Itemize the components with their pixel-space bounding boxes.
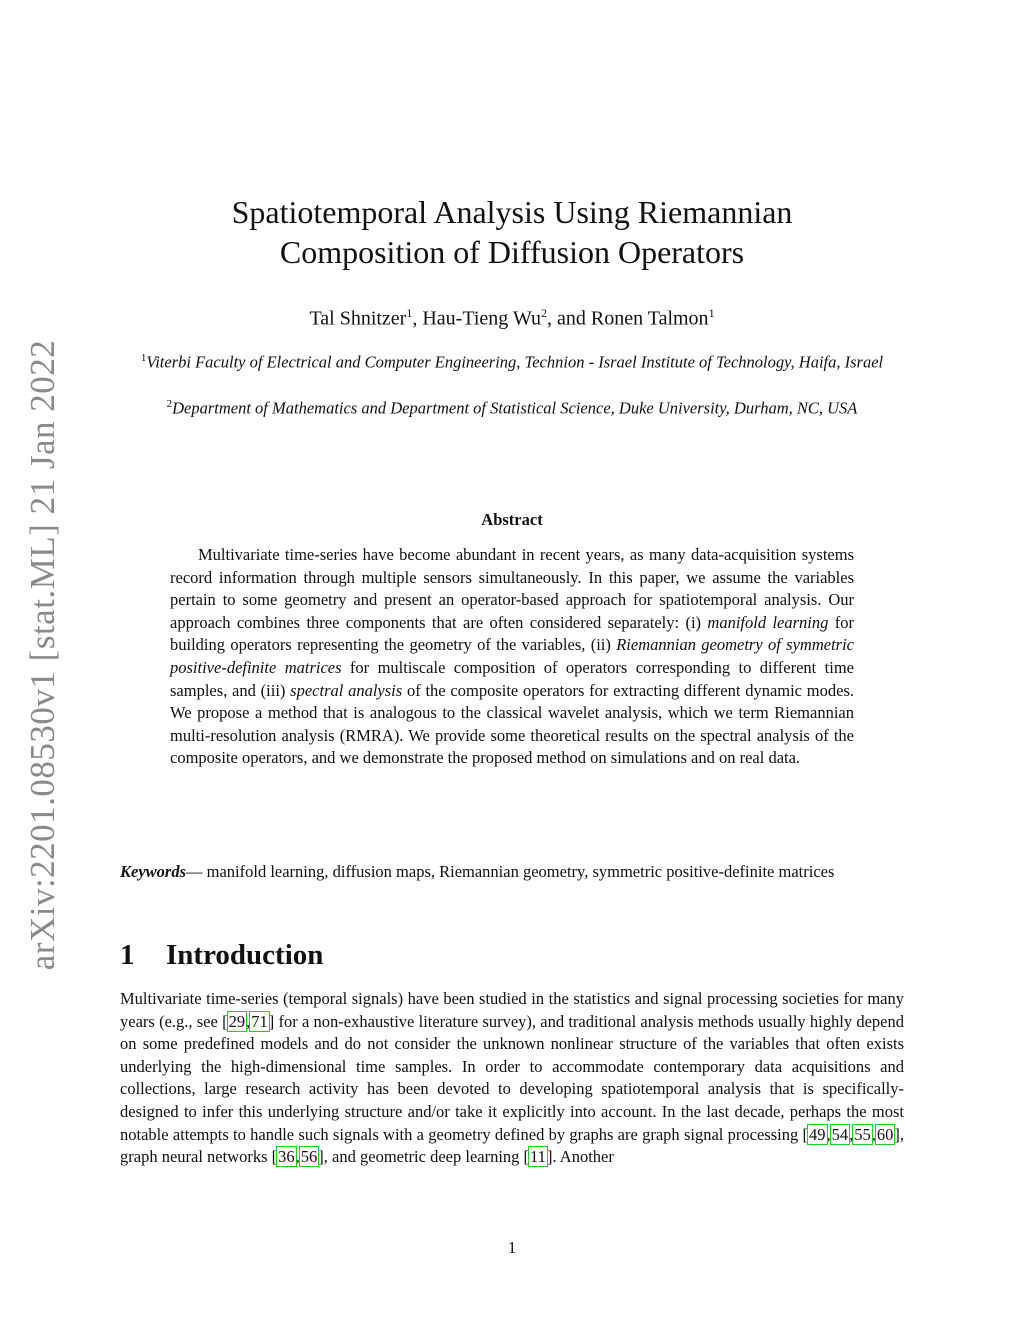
citation-bracket: ] xyxy=(268,1011,275,1031)
author-affiliation-mark: 1 xyxy=(406,306,413,320)
arxiv-identifier-text: arXiv:2201.08530v1 [stat.ML] 21 Jan 2022 xyxy=(23,339,63,971)
keywords-text: manifold learning, diffusion maps, Riemannian geometry, symmetric positive-definite matrices xyxy=(206,862,835,881)
intro-text: , and geometric deep learning xyxy=(323,1147,524,1167)
intro-text: Multivariate time-series (temporal signals) have been studied in the statistics and signal processing societies for many years (e.g., see xyxy=(120,989,904,1031)
abstract-emphasis: spectral analysis xyxy=(290,680,403,700)
citation-link[interactable]: 11 xyxy=(530,1147,546,1167)
citation-bracket: [ xyxy=(271,1147,278,1167)
keywords-label: Keywords xyxy=(120,862,186,881)
affiliation-mark: 1 xyxy=(140,352,147,364)
abstract-text: for multiscale composition of operators corresponding to different time samples, and (iii) xyxy=(170,657,854,700)
abstract-emphasis: manifold learning xyxy=(707,612,829,632)
section-title: Introduction xyxy=(166,939,324,971)
abstract-text: Multivariate time-series have become abundant in recent years, as many data-acquisition systems record information through multiple sensors simultaneously. In this paper, we assume the variables pertain to some geometry and present an operator-based approach for spatiotemporal analysis. Our approach combines three components that are often considered separately: (i) xyxy=(170,545,854,632)
page-number: 1 xyxy=(507,1238,517,1257)
section-number: 1 xyxy=(120,939,135,971)
citation-bracket: [ xyxy=(802,1124,808,1144)
intro-text: for a non-exhaustive literature survey), and traditional analysis methods usually highly depend on some predefined models and do not consider the unknown nonlinear structure of the variables that often exists underlying the high-dimensional time samples. In order to accommodate contemporary data acquisitions and collections, large research activity has been devoted to developing spatiotemporal analysis that is specifically-designed to infer this underlying structure and/or take it explicitly into account. In the last decade, perhaps the most notable attempts to handle such signals with a geometry defined by graphs are graph signal processing xyxy=(120,1011,904,1144)
arxiv-identifier-stamp xyxy=(14,339,72,971)
author-separator: , xyxy=(412,307,423,330)
citation-link[interactable]: 60 xyxy=(876,1124,894,1144)
affiliation-mark: 2 xyxy=(166,398,173,410)
title-line-1: Spatiotemporal Analysis Using Riemannian xyxy=(231,194,793,230)
title-line-2: Composition of Diffusion Operators xyxy=(279,234,745,270)
abstract-emphasis: Riemannian geometry of symmetric positive-definite matrices xyxy=(170,635,854,677)
citation-link[interactable]: 55 xyxy=(854,1124,871,1144)
author-name: Ronen Talmon xyxy=(590,307,709,330)
author-affiliation-mark: 1 xyxy=(708,306,715,320)
affiliation-text: Viterbi Faculty of Electrical and Computer Engineering, Technion - Israel Institute of Technology, Haifa, Israel xyxy=(146,352,884,372)
author-name: Tal Shnitzer xyxy=(309,307,407,330)
citation-link[interactable]: 56 xyxy=(300,1147,318,1167)
introduction-paragraph xyxy=(120,988,904,1169)
author-separator: , and xyxy=(547,307,591,330)
citation-bracket: [ xyxy=(523,1147,530,1167)
citation-bracket: [ xyxy=(222,1011,228,1031)
citation-comma: , xyxy=(295,1147,300,1167)
abstract-text: for building operators representing the geometry of the variables, (ii) xyxy=(170,612,854,655)
intro-text: , graph neural networks xyxy=(120,1124,904,1167)
citation-bracket: ] xyxy=(318,1147,324,1167)
citation-link[interactable]: 36 xyxy=(278,1147,295,1167)
abstract-body xyxy=(170,544,854,770)
affiliation-2 xyxy=(120,393,904,420)
citation-link[interactable]: 54 xyxy=(831,1124,849,1144)
citation-link[interactable]: 49 xyxy=(809,1124,826,1144)
citation-comma: , xyxy=(826,1124,831,1144)
affiliation-1 xyxy=(120,347,904,374)
citation-comma: , xyxy=(849,1124,854,1144)
citation-link[interactable]: 71 xyxy=(251,1011,268,1031)
section-heading-introduction xyxy=(120,936,323,974)
citation-comma: , xyxy=(871,1124,876,1144)
citation-bracket: ] xyxy=(894,1124,900,1144)
paper-title xyxy=(120,192,904,272)
citation-link[interactable]: 29 xyxy=(228,1011,246,1031)
intro-text: . Another xyxy=(552,1147,614,1167)
author-affiliation-mark: 2 xyxy=(541,306,547,320)
affiliation-text: Department of Mathematics and Department of Statistical Science, Duke University, Durham, NC, USA xyxy=(172,398,858,418)
author-list xyxy=(120,300,904,332)
abstract-text: of the composite operators for extracting different dynamic modes. We propose a method that is analogous to the classical wavelet analysis, which we term Riemannian multi-resolution analysis (RMRA). We provide some theoretical results on the spectral analysis of the composite operators, and we demonstrate the proposed method on simulations and on real data. xyxy=(170,680,854,768)
abstract-heading: Abstract xyxy=(481,510,543,529)
keywords xyxy=(120,861,904,884)
keywords-dash: — xyxy=(186,862,207,881)
citation-bracket: ] xyxy=(546,1147,553,1167)
author-name: Hau-Tieng Wu xyxy=(422,307,541,330)
citation-comma: , xyxy=(246,1011,251,1031)
